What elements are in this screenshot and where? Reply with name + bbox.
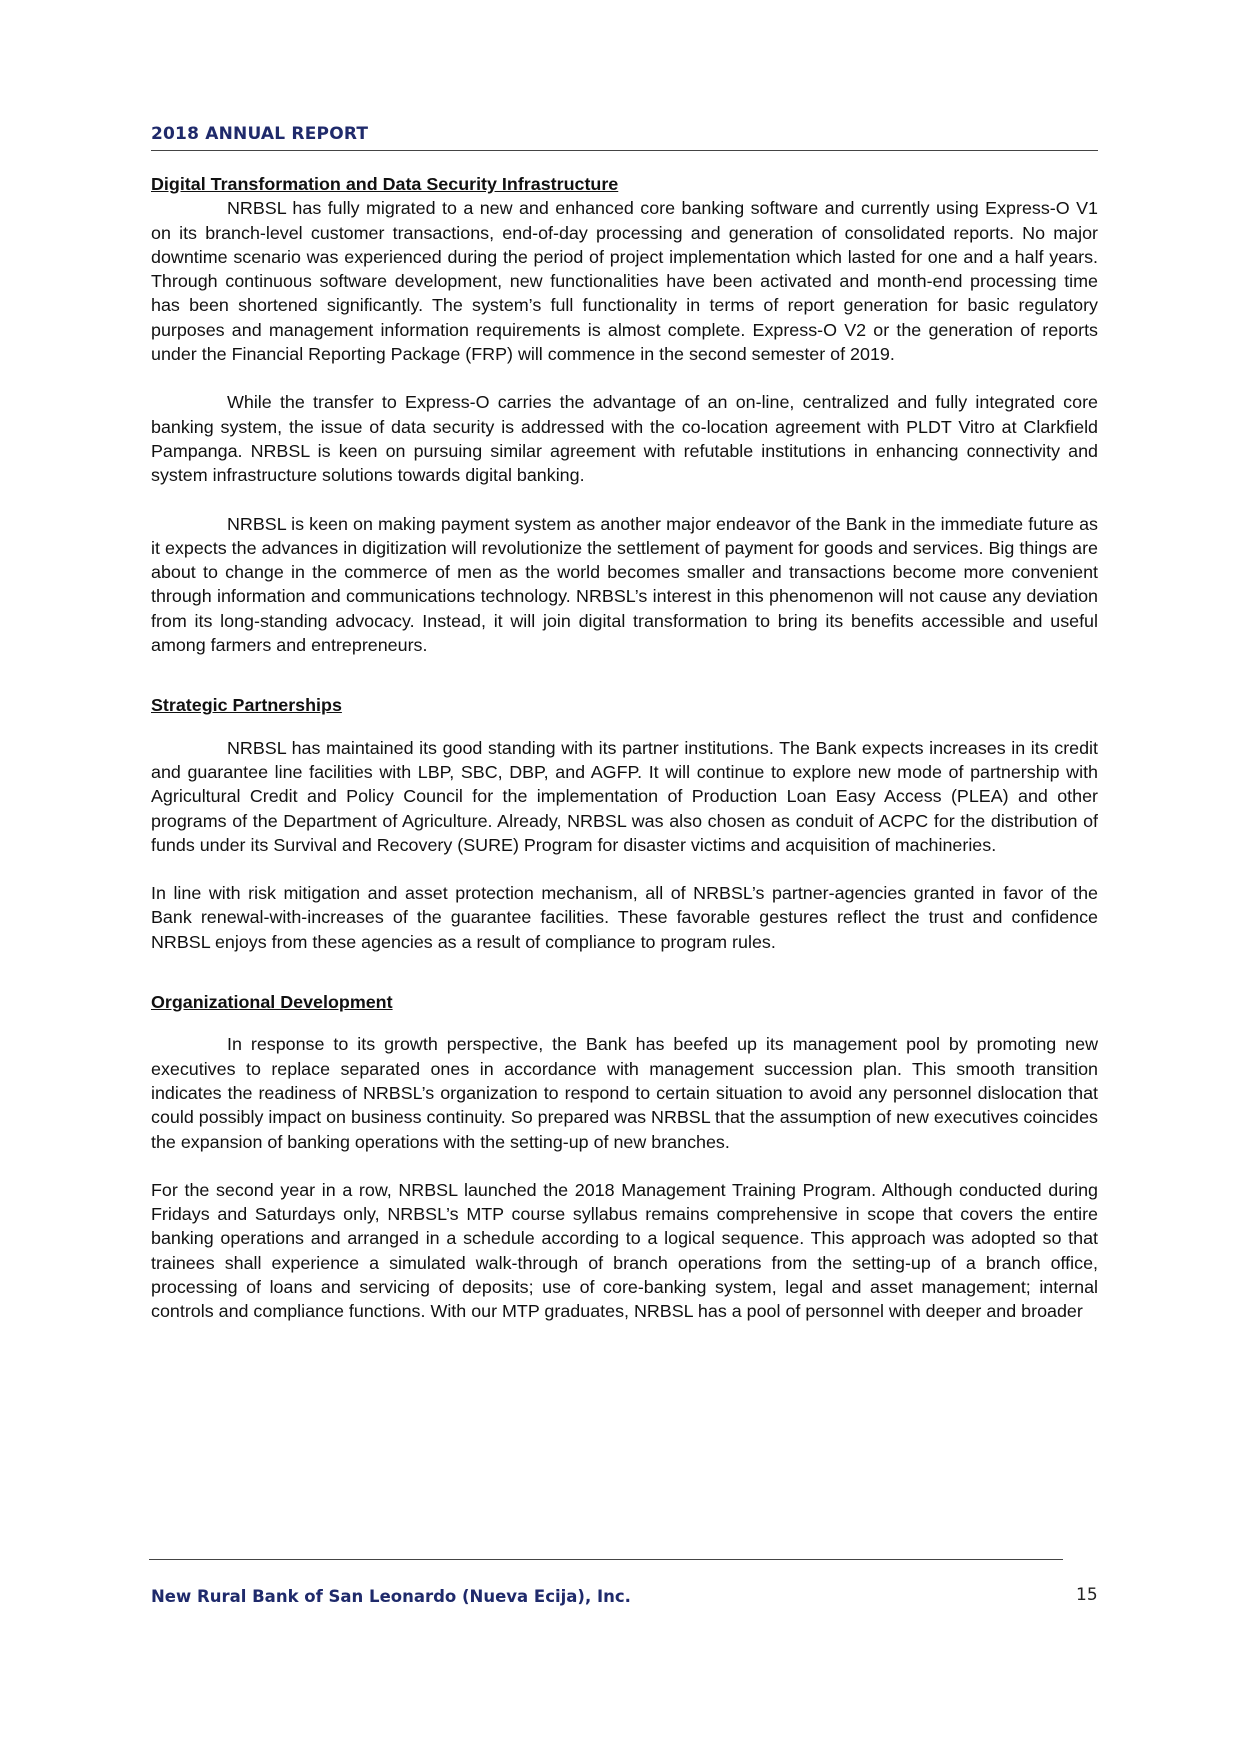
footer-divider bbox=[149, 1559, 1063, 1560]
section-heading-organizational: Organizational Development bbox=[151, 992, 393, 1013]
report-header-title: 2018 ANNUAL REPORT bbox=[151, 124, 369, 144]
paragraph-partnerships-2: In line with risk mitigation and asset protection mechanism, all of NRBSL’s partner-agencies granted in favor of the Bank renewal-with-increases of the guarantee facilities. These favorable gestures reflect the trust and confidence NRBSL enjoys from these agencies as a result of compliance to program rules. bbox=[151, 883, 1098, 952]
page-number: 15 bbox=[1076, 1585, 1098, 1605]
section-heading-partnerships: Strategic Partnerships bbox=[151, 695, 342, 716]
footer-bank-name: New Rural Bank of San Leonardo (Nueva Ecija), Inc. bbox=[151, 1587, 631, 1606]
paragraph-digital-1: NRBSL has fully migrated to a new and enhanced core banking software and currently using Express-O V1 on its branch-level customer transactions, end-of-day processing and generation of consolidated reports. No major downtime scenario was experienced during the period of project implementation which lasted for one and a half years. Through continuous software development, new functionalities have been activated and month-end processing time has been shortened significantly. The system’s full functionality in terms of report generation for basic regulatory purposes and management information requirements is almost complete. Express-O V2 or the generation of reports under the Financial Reporting Package (FRP) will commence in the second semester of 2019. bbox=[151, 198, 1098, 365]
page-body bbox=[151, 172, 1098, 1324]
paragraph-digital-3: NRBSL is keen on making payment system as another major endeavor of the Bank in the immediate future as it expects the advances in digitization will revolutionize the settlement of payment for goods and services. Big things are about to change in the commerce of men as the world becomes smaller and transactions become more convenient through information and communications technology. NRBSL’s interest in this phenomenon will not cause any deviation from its long-standing advocacy. Instead, it will join digital transformation to bring its benefits accessible and useful among farmers and entrepreneurs. bbox=[151, 513, 1098, 656]
paragraph-organizational-1: In response to its growth perspective, the Bank has beefed up its management pool by promoting new executives to replace separated ones in accordance with management succession plan. This smooth transition indicates the readiness of NRBSL’s organization to respond to certain situation to avoid any personnel dislocation that could possibly impact on business continuity. So prepared was NRBSL that the assumption of new executives coincides the expansion of banking operations with the setting-up of new branches. bbox=[151, 1034, 1098, 1152]
header-divider bbox=[151, 150, 1098, 151]
section-heading-digital: Digital Transformation and Data Security Infrastructure bbox=[151, 174, 619, 194]
paragraph-digital-2: While the transfer to Express-O carries the advantage of an on-line, centralized and fully integrated core banking system, the issue of data security is addressed with the co-location agreement with PLDT Vitro at Clarkfield Pampanga. NRBSL is keen on pursuing similar agreement with refutable institutions in enhancing connectivity and system infrastructure solutions towards digital banking. bbox=[151, 392, 1098, 486]
paragraph-partnerships-1: NRBSL has maintained its good standing with its partner institutions. The Bank expects increases in its credit and guarantee line facilities with LBP, SBC, DBP, and AGFP. It will continue to explore new mode of partnership with Agricultural Credit and Policy Council for the implementation of Production Loan Easy Access (PLEA) and other programs of the Department of Agriculture. Already, NRBSL was also chosen as conduit of ACPC for the distribution of funds under its Survival and Recovery (SURE) Program for disaster victims and acquisition of machineries. bbox=[151, 737, 1098, 855]
paragraph-organizational-2: For the second year in a row, NRBSL launched the 2018 Management Training Program. Although conducted during Fridays and Saturdays only, NRBSL’s MTP course syllabus remains comprehensive in scope that covers the entire banking operations and arranged in a schedule according to a logical sequence. This approach was adopted so that trainees shall experience a simulated walk-through of branch operations from the setting-up of a branch office, processing of loans and servicing of deposits; use of core-banking system, legal and asset management; internal controls and compliance functions. With our MTP graduates, NRBSL has a pool of personnel with deeper and broader bbox=[151, 1179, 1098, 1322]
